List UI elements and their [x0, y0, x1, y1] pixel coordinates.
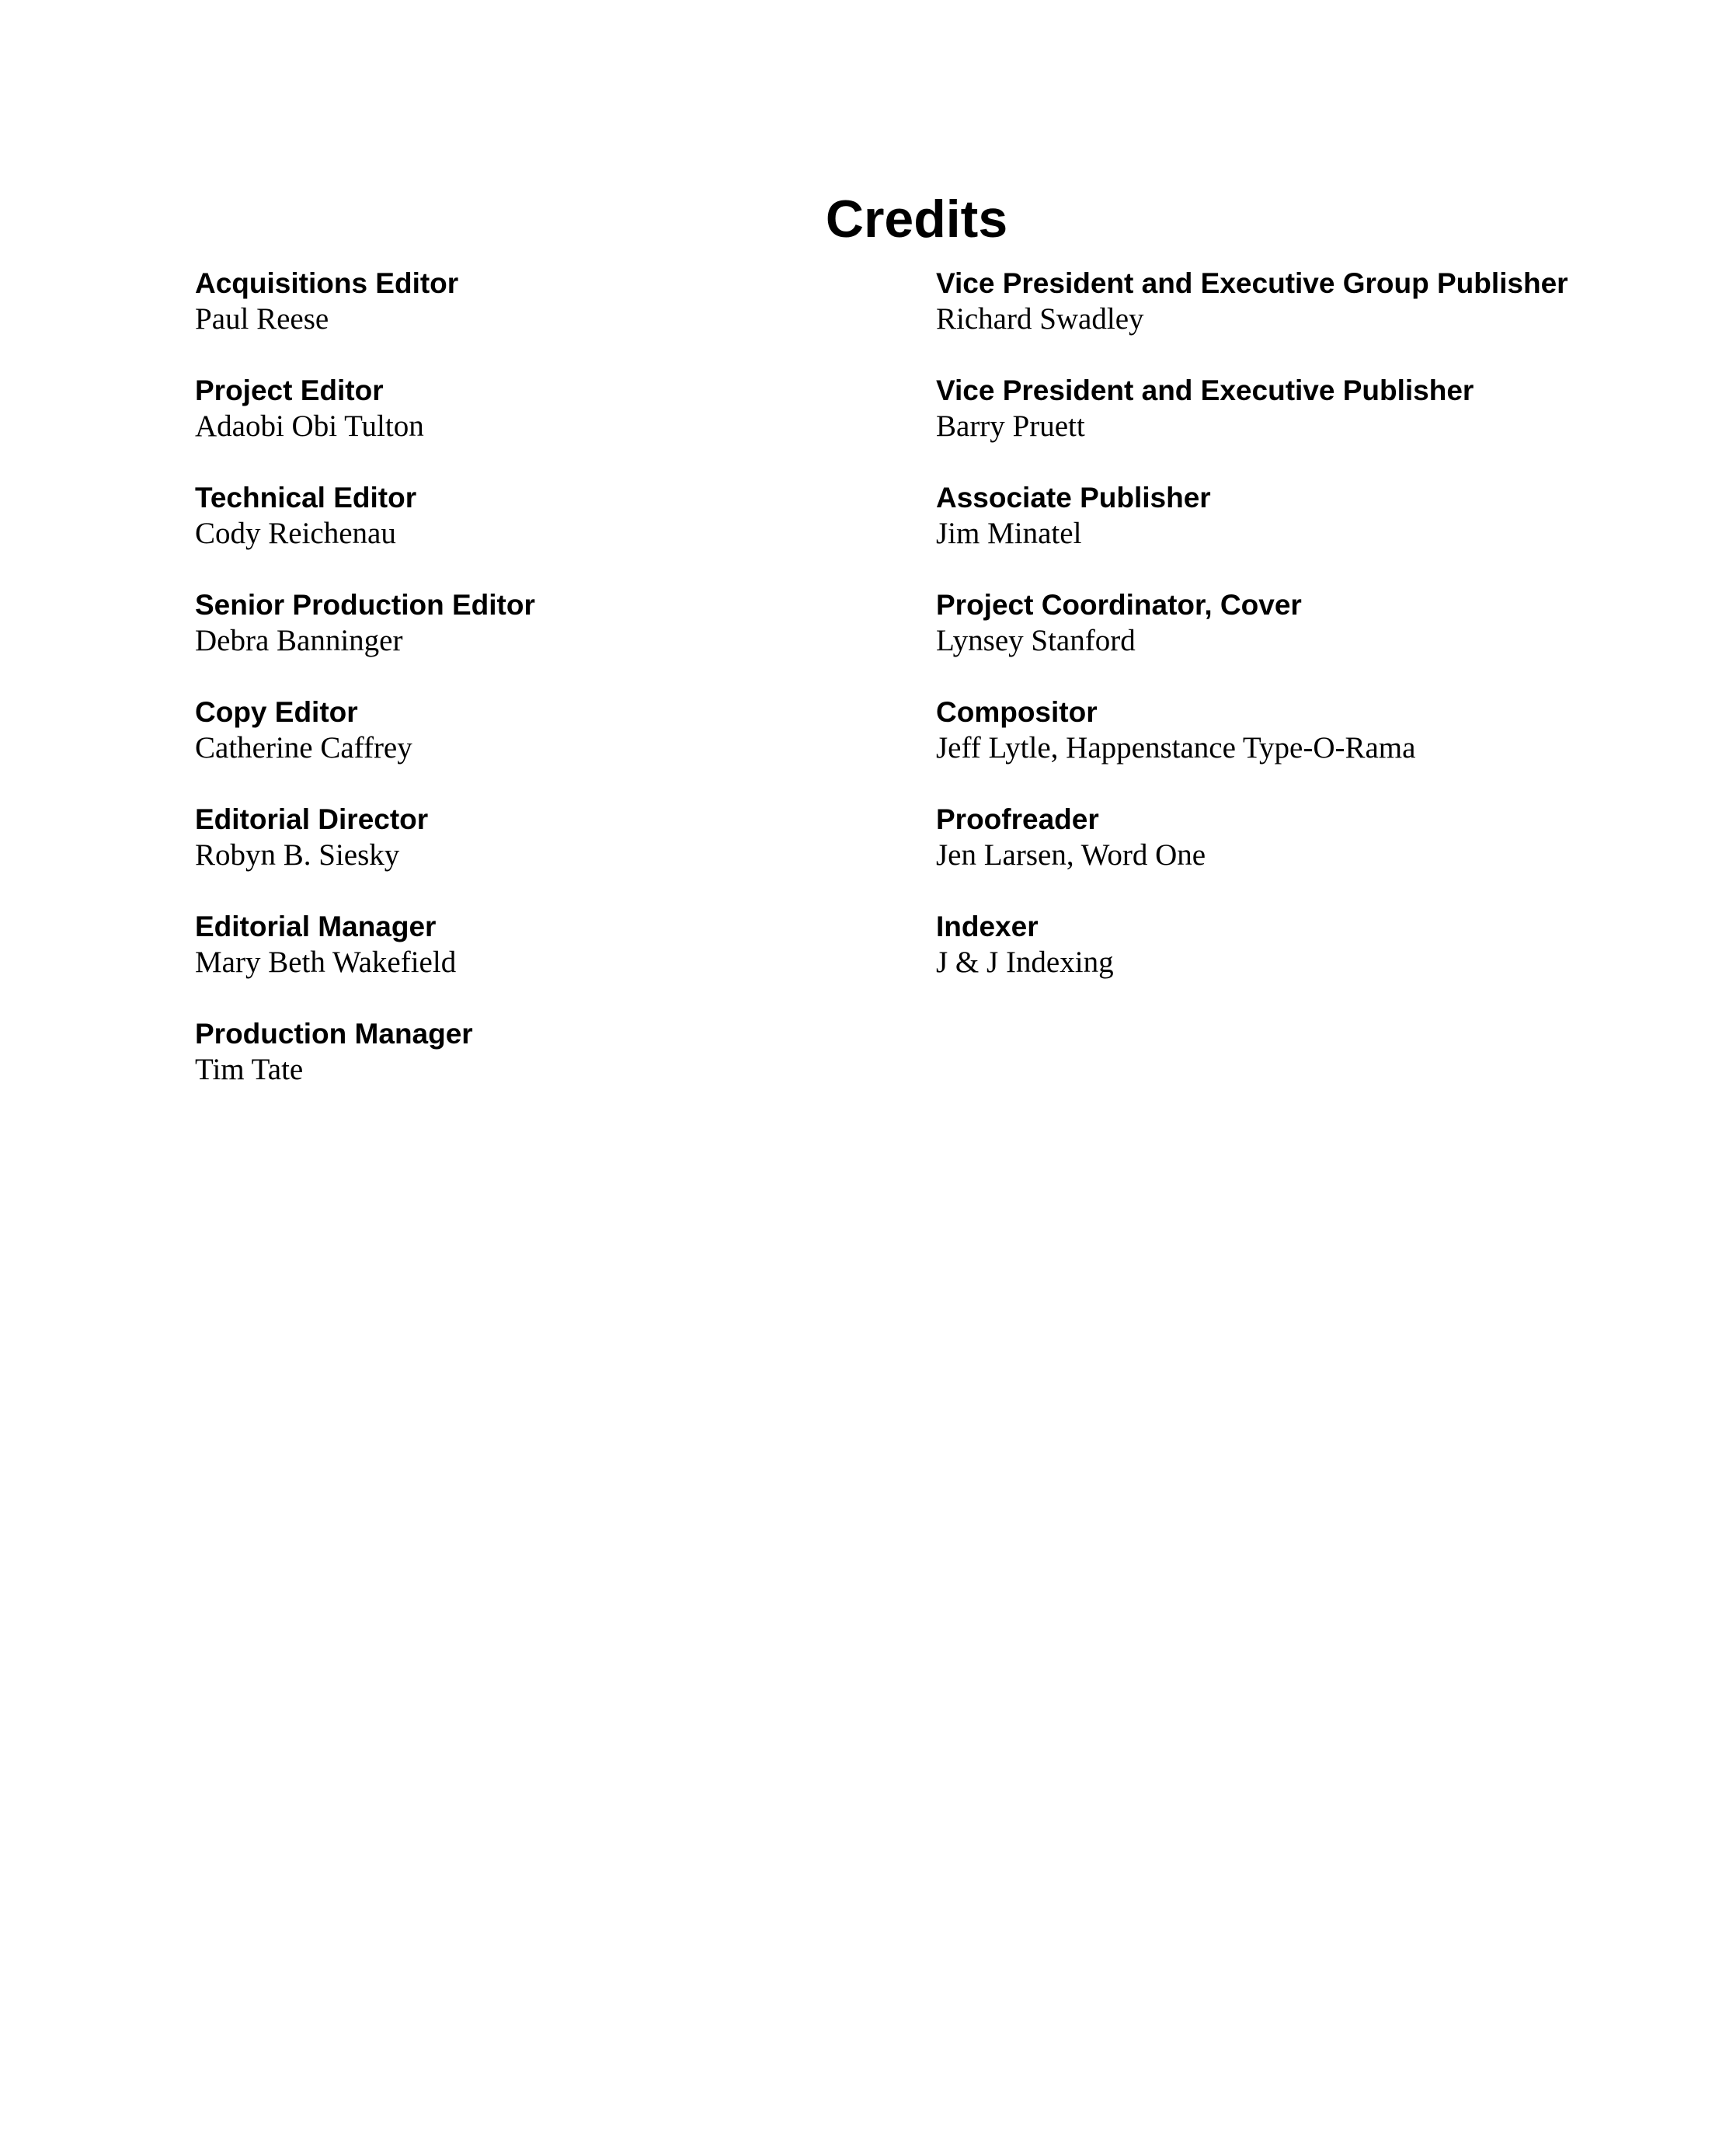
credit-name: Paul Reese [195, 302, 329, 336]
credit-entry [195, 481, 894, 588]
credit-entry [936, 481, 1705, 588]
credit-role: Compositor [936, 696, 1098, 728]
credit-entry [936, 803, 1705, 910]
credit-name: Jim Minatel [936, 517, 1082, 550]
credit-role: Project Editor [195, 374, 384, 406]
credit-entry [936, 910, 1705, 1017]
credit-entry [936, 266, 1705, 374]
credits-right-column [936, 266, 1705, 1017]
credit-entry [195, 374, 894, 481]
credit-role: Editorial Director [195, 803, 429, 835]
credit-name: Debra Banninger [195, 624, 403, 657]
credit-role: Copy Editor [195, 696, 358, 728]
credit-role: Proofreader [936, 803, 1099, 835]
credit-entry [195, 266, 894, 374]
credit-name: Lynsey Stanford [936, 624, 1136, 657]
credit-role: Project Coordinator, Cover [936, 589, 1302, 621]
credit-role: Acquisitions Editor [195, 267, 459, 299]
credit-role: Associate Publisher [936, 482, 1211, 514]
credit-name: Adaobi Obi Tulton [195, 409, 424, 443]
credit-entry [936, 588, 1705, 695]
credit-name: J & J Indexing [936, 946, 1114, 979]
credit-role: Senior Production Editor [195, 589, 535, 621]
credit-name: Jen Larsen, Word One [936, 838, 1206, 872]
credit-entry [195, 910, 894, 1017]
credit-role: Vice President and Executive Publisher [936, 374, 1474, 406]
credit-entry [195, 588, 894, 695]
credit-name: Tim Tate [195, 1053, 304, 1086]
credit-role: Technical Editor [195, 482, 417, 514]
credit-name: Mary Beth Wakefield [195, 946, 457, 979]
credit-entry [195, 1017, 894, 1124]
credit-role: Production Manager [195, 1018, 473, 1050]
credit-name: Robyn B. Siesky [195, 838, 400, 872]
credits-left-column [195, 266, 894, 1124]
credit-name: Barry Pruett [936, 409, 1085, 443]
credit-entry [936, 374, 1705, 481]
page-title: Credits [825, 190, 1008, 249]
credit-name: Catherine Caffrey [195, 731, 412, 765]
credit-name: Richard Swadley [936, 302, 1144, 336]
credit-name: Cody Reichenau [195, 517, 396, 550]
credit-entry [195, 803, 894, 910]
credit-name: Jeff Lytle, Happenstance Type-O-Rama [936, 731, 1416, 765]
credit-role: Indexer [936, 911, 1039, 942]
credit-entry [195, 695, 894, 803]
credit-role: Vice President and Executive Group Publisher [936, 267, 1568, 299]
credit-entry [936, 695, 1705, 803]
credit-role: Editorial Manager [195, 911, 437, 942]
